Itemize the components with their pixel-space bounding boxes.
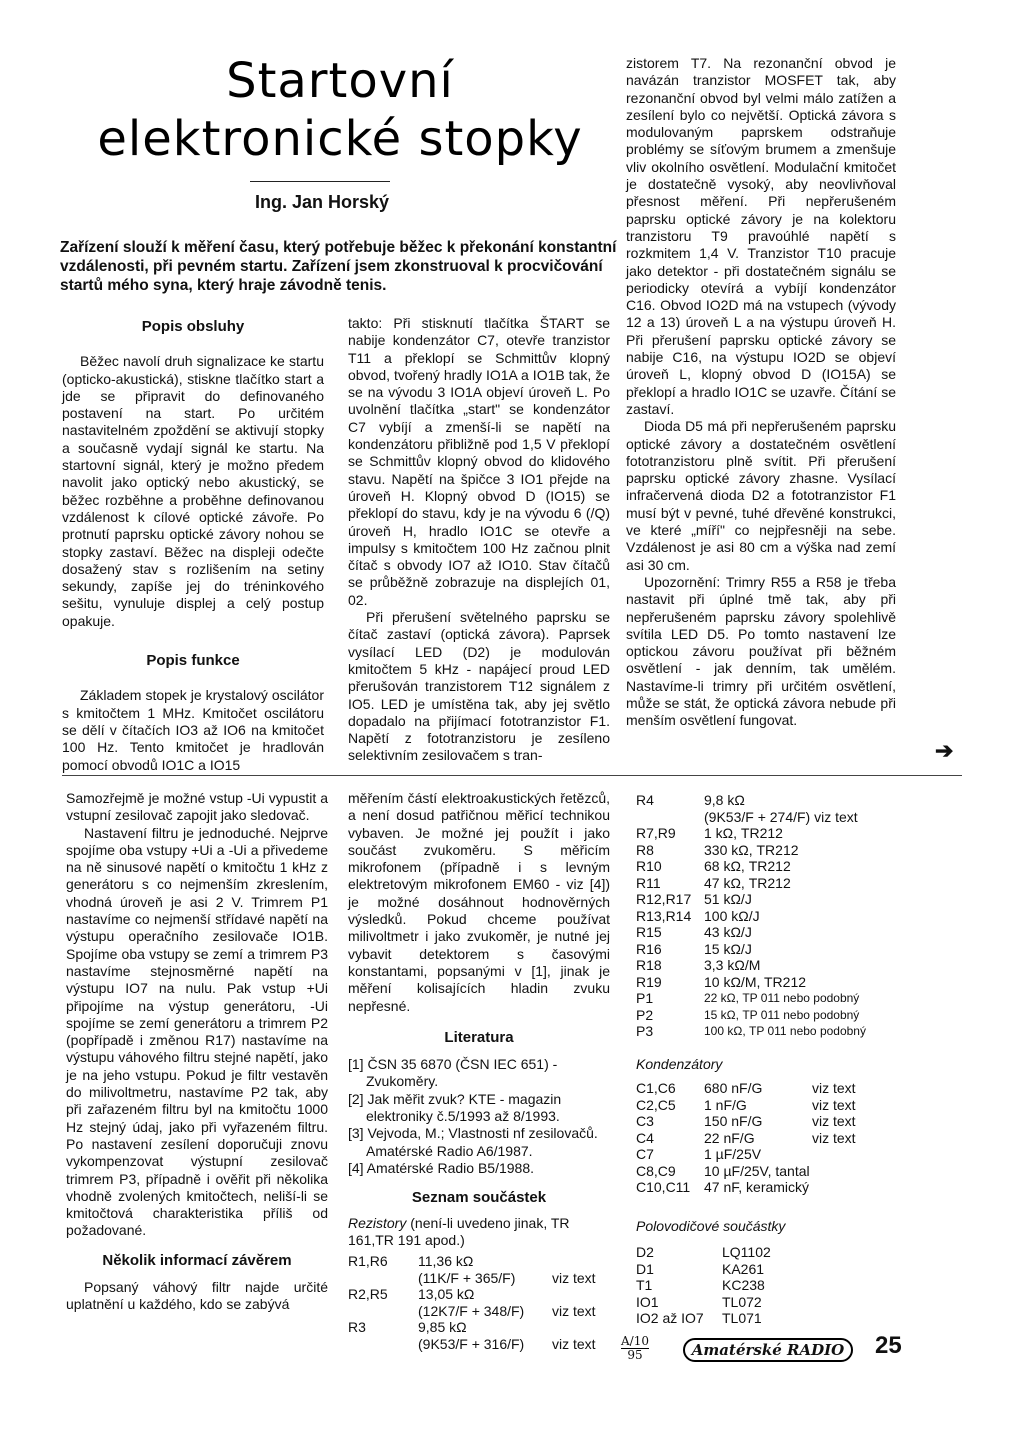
reference-item: [1] ČSN 35 6870 (ČSN IEC 651) - Zvukoměry.	[348, 1056, 558, 1090]
resistors-note: (není-li uvedeno jinak, TR 161,TR 191 apod.)	[348, 1214, 570, 1248]
column-6	[636, 792, 956, 1327]
heading-popis-obsluhy: Popis obsluhy	[141, 318, 245, 335]
table-row: P2 15 kΩ, TP 011 nebo podobný	[636, 1006, 860, 1023]
section-divider	[62, 775, 962, 776]
paragraph: takto: Při stisknutí tlačítka ŠTART se nabije kondenzátor C7, otevře tranzistor T11 a překlopí se Schmittův klopný obvod, tvořený hradly IO1A a IO1B tak, že se na vývodu 3 IO1A objeví úroveň L. Po uvolnění tlačítka „start" se kondenzátor C7 vybíjí a zmenší-li se napětí na kondenzátoru přibližně pod 1,5 V překlopí se Schmittův klopný obvod do klidového stavu. Napětí na špičce 3 IO1 přejde na úroveň H. Klopný obvod D (IO15) se překlopí do stavu, kdy je na vývodu 6 (/Q) úroveň H, hradlo IO1C se otevře a impulsy s kmitočtem 100 Hz začnou plnit čítač s obvody IO7 až IO10. Stav čítačů se průběžně zobrazuje na displejích 01, 02.	[348, 315, 610, 608]
capacitor-list	[636, 1080, 956, 1196]
lead-paragraph: Zařízení slouží k měření času, který potřebuje běžec k překonání konstantní vzdálenosti, při pevném startu. Zařízení jsem zkonstruoval k procvičování startů mého syna, který hraje závodně tenis.	[60, 239, 617, 294]
table-row: IO1 TL072	[636, 1293, 762, 1310]
table-row: R12,R17 51 kΩ/J	[636, 891, 752, 907]
references-list	[348, 1056, 610, 1177]
resistors-label: Rezistory	[348, 1214, 407, 1231]
table-row: (9K53/F + 274/F) viz text	[704, 808, 858, 825]
column-4	[66, 790, 328, 1314]
table-row: R10 68 kΩ, TR212	[636, 858, 791, 874]
reference-item: [3] Vejvoda, M.; Vlastnosti nf zesilovačů. Amatérské Radio A6/1987.	[348, 1125, 598, 1159]
paragraph: Základem stopek je krystalový oscilátor s kmitočtem 1 MHz. Kmitočet oscilátoru se dělí v čítačích IO3 až IO6 na kmitočet 100 Hz. Tento kmitočet je hradlován pomocí obvodů IO1C a IO15	[62, 687, 324, 773]
table-row: R11 47 kΩ, TR212	[636, 874, 791, 891]
heading-popis-funkce: Popis funkce	[146, 652, 240, 670]
paragraph: Běžec navolí druh signalizace ke startu (opticko-akustická), stiskne tlačítko start a jde se připravit do definovaného postavení na start. Po určitém nastavitelném zpoždění se aktivují stopky a současně vydají signál ke startu. Na startovní signál, který je možno předem navolit jako optický nebo akustický, se běžec rozběhne a proběhne definovanou vzdálenost k cílové optické závoře. Po protnutí paprsku optické závory nohou se stopky zastaví. Běžec na displeji odečte dosažený stav s rozlišením na setiny sekundy, zapíše jej do tréninkového sešitu, vynuluje displej a celý postup opakuje.	[62, 353, 324, 629]
table-row: R13,R14 100 kΩ/J	[636, 907, 760, 924]
table-row: IO2 až IO7 TL071	[636, 1310, 762, 1326]
heading-literatura: Literatura	[444, 1028, 514, 1046]
table-row: R8 330 kΩ, TR212	[636, 841, 799, 858]
table-row: D1 KA261	[636, 1260, 765, 1277]
continue-arrow-icon: ➔	[935, 738, 954, 763]
table-row: C8,C9 10 µF/25V, tantal	[636, 1162, 810, 1179]
column-2	[348, 315, 610, 765]
article-title-line2: elektronické stopky	[97, 111, 583, 167]
paragraph: měřením částí elektroakustických řetězců, a není dosud patřičnou měřicí technikou vybaven. Je možné jej použít i jako součást zvukoměru. S měřicím mikrofonem (případně i s levným elektretovým mikrofonem EM60 - viz [4]) je možné dosáhnout hodnověrných výsledků. Pokud chceme používat milivoltmetr i jako zvukoměr, je nutné jej vybavit detektorem s časovými konstantami, popsanými v [1], jinak je měření kolisajících hladin zvuku nepřesné.	[348, 790, 610, 1014]
paragraph: Samozřejmě je možné vstup -Ui vypustit a vstupní zesilovač zapojit jako sledovač.	[66, 790, 328, 824]
table-row: R7,R9 1 kΩ, TR212	[636, 825, 783, 841]
table-row: R4 9,8 kΩ	[636, 792, 745, 808]
parts-table-a	[348, 1253, 610, 1352]
table-row: C1,C6 680 nF/G viz text	[636, 1080, 856, 1096]
table-row: R18 3,3 kΩ/M	[636, 957, 761, 973]
resistor-list	[636, 792, 956, 1040]
capacitors-label: Kondenzátory	[636, 1055, 723, 1072]
table-row: C7 1 µF/25V	[636, 1146, 762, 1162]
table-row: R1,R6 11,36 kΩ	[348, 1253, 474, 1270]
paragraph: zistorem T7. Na rezonanční obvod je navázán tranzistor MOSFET tak, aby rezonanční obvod byl velmi málo zatížen a zesílení bylo co největší. Optická závora s modulovaným paprskem odstraňuje problémy se síťovým brumem a zmenšuje vliv okolního osvětlení. Modulační kmitočet je dostatečně vysoký, aby neovlivňoval přesnost měření. Při nepřerušeném paprsku optické závory je na kolektoru tranzistoru T9 pravoúhlé napětí s rozkmitem 1,4 V. Tranzistor T10 pracuje jako detektor - při dostatečném signálu se periodicky otevírá a vybíjí kondenzátor C16. Obvod IO2D má na vstupech (vývody 12 a 13) úroveň L a na výstupu úroveň H. Při přerušení paprsku optické závory se nabije C16, na výstupu IO2D se objeví úroveň L, klopný obvod D (IO15A) se překlopí a hradlo IO1C se uzavře. Čítání se zastaví.	[626, 55, 896, 417]
article-title-line1: Startovní	[226, 53, 454, 109]
paragraph: Upozornění: Trimry R55 a R58 je třeba nastavit při úplné tmě tak, aby při nepřerušeném paprsku závory spolehlivě svítila LED D5. Po tomto nastavení lze optickou závoru používat při běžném osvětlení - jak denním, tak umělém. Nastavíme-li trimry při určitém osvětlení, může se stát, že optická závora nebude při menším osvětlení fungovat.	[626, 573, 896, 729]
heading-zaver: Několik informací závěrem	[102, 1251, 292, 1269]
paragraph: Nastavení filtru je jednoduché. Nejprve spojíme oba vstupy +Ui a -Ui a přivedeme na ně sinusové napětí o kmitočtu 1 kHz z generátoru s co nejmenším zkreslením, vhodná úroveň je asi 2 V. Trimrem P1 nastavíme co nejmenší střídavé napětí na výstupu operačního zesilovače IO1B. Spojíme oba vstupy se zemí a trimrem P3 nastavíme stejnosměrné napětí na výstupu IO7 na nulu. Pak vstup +Ui připojíme na výstup generátoru, -Ui spojíme se zemí generátoru a trimrem P2 (popřípadě i změnou R17) nastavíme na výstupu váhového filtru stejné napětí, jako je na jeho vstupu. Pokud je filtr vestavěn do milivoltmetru, nastavíme P2 tak, aby při zařazeném filtru byl na kmitočtu 1000 Hz stejný údaj, jako při vyřazeném filtru. Po nastavení zesílení doporučuji znovu vykompenzovat výstupní zesilovač trimrem P3, případně i ověřit při několika vhodně zvolených kmitočtech, neliší-li se kmitočtová charakteristika příliš od požadované.	[66, 824, 328, 1239]
page-number: 25	[875, 1332, 902, 1359]
table-row: T1 KC238	[636, 1277, 765, 1293]
table-row: R15 43 kΩ/J	[636, 924, 752, 940]
table-row: C4 22 nF/G viz text	[636, 1129, 856, 1146]
table-row: R16 15 kΩ/J	[636, 940, 752, 957]
table-row: R3 9,85 kΩ	[348, 1319, 467, 1336]
table-row: C3 150 nF/G viz text	[636, 1113, 856, 1129]
table-row: D2 LQ1102	[636, 1244, 771, 1260]
author: Ing. Jan Horský	[255, 192, 390, 212]
paragraph: Dioda D5 má při nepřerušeném paprsku optické závory a dostatečném osvětlení fototranzistoru plně svítit. Při přerušení paprsku optické závory zhasne. Vysílací infračervená dioda D2 a fototranzistor F1 musí být v pevné, tuhé dřevěné konstrukci, ve které „míří" co nejpřesněji na sebe. Vzdálenost je asi 80 cm a výška nad zemí asi 30 cm.	[626, 418, 896, 573]
reference-item: [2] Jak měřit zvuk? KTE - magazin elektroniky č.5/1993 až 8/1993.	[348, 1090, 562, 1125]
table-row: (9K53/F + 316/F) viz text	[418, 1335, 596, 1352]
column-1	[62, 318, 324, 774]
table-row: (12K7/F + 348/F) viz text	[418, 1302, 596, 1319]
table-row: P1 22 kΩ, TP 011 nebo podobný	[636, 990, 860, 1006]
paragraph: Při přerušení světelného paprsku se čítač zastaví (optická závora). Paprsek vysílací LED (D2) je modulován kmitočtem 5 kHz - napájecí proud LED přerušován tranzistorem T12 signálem z IO5. LED je umístěna tak, aby jej světlo dopadalo na přijímací fototranzistor F1. Napětí z fototranzistoru je zesíleno selektivním zesilovačem s tran-	[348, 609, 610, 764]
semiconductors-label: Polovodičové součástky	[636, 1217, 786, 1234]
paragraph: Popsaný váhový filtr najde určité uplatnění u každého, kdo se zabývá	[66, 1279, 328, 1313]
issue-number: A/10 95	[621, 1334, 649, 1362]
reference-item: [4] Amatérské Radio B5/1988.	[348, 1159, 534, 1176]
table-row: (11K/F + 365/F) viz text	[418, 1269, 596, 1286]
table-row: P3 100 kΩ, TP 011 nebo podobný	[636, 1023, 866, 1039]
semiconductor-list	[636, 1244, 956, 1327]
magazine-logo: Amatérské RADIO	[683, 1338, 853, 1362]
table-row: C2,C5 1 nF/G viz text	[636, 1096, 856, 1113]
column-3	[626, 55, 896, 730]
table-row: R19 10 kΩ/M, TR212	[636, 973, 807, 990]
table-row: C10,C11 47 nF, keramický	[636, 1179, 810, 1195]
heading-seznam-soucastek: Seznam součástek	[411, 1189, 547, 1207]
column-5	[348, 790, 610, 1352]
table-row: R2,R5 13,05 kΩ	[348, 1286, 475, 1303]
title-divider	[250, 181, 390, 182]
